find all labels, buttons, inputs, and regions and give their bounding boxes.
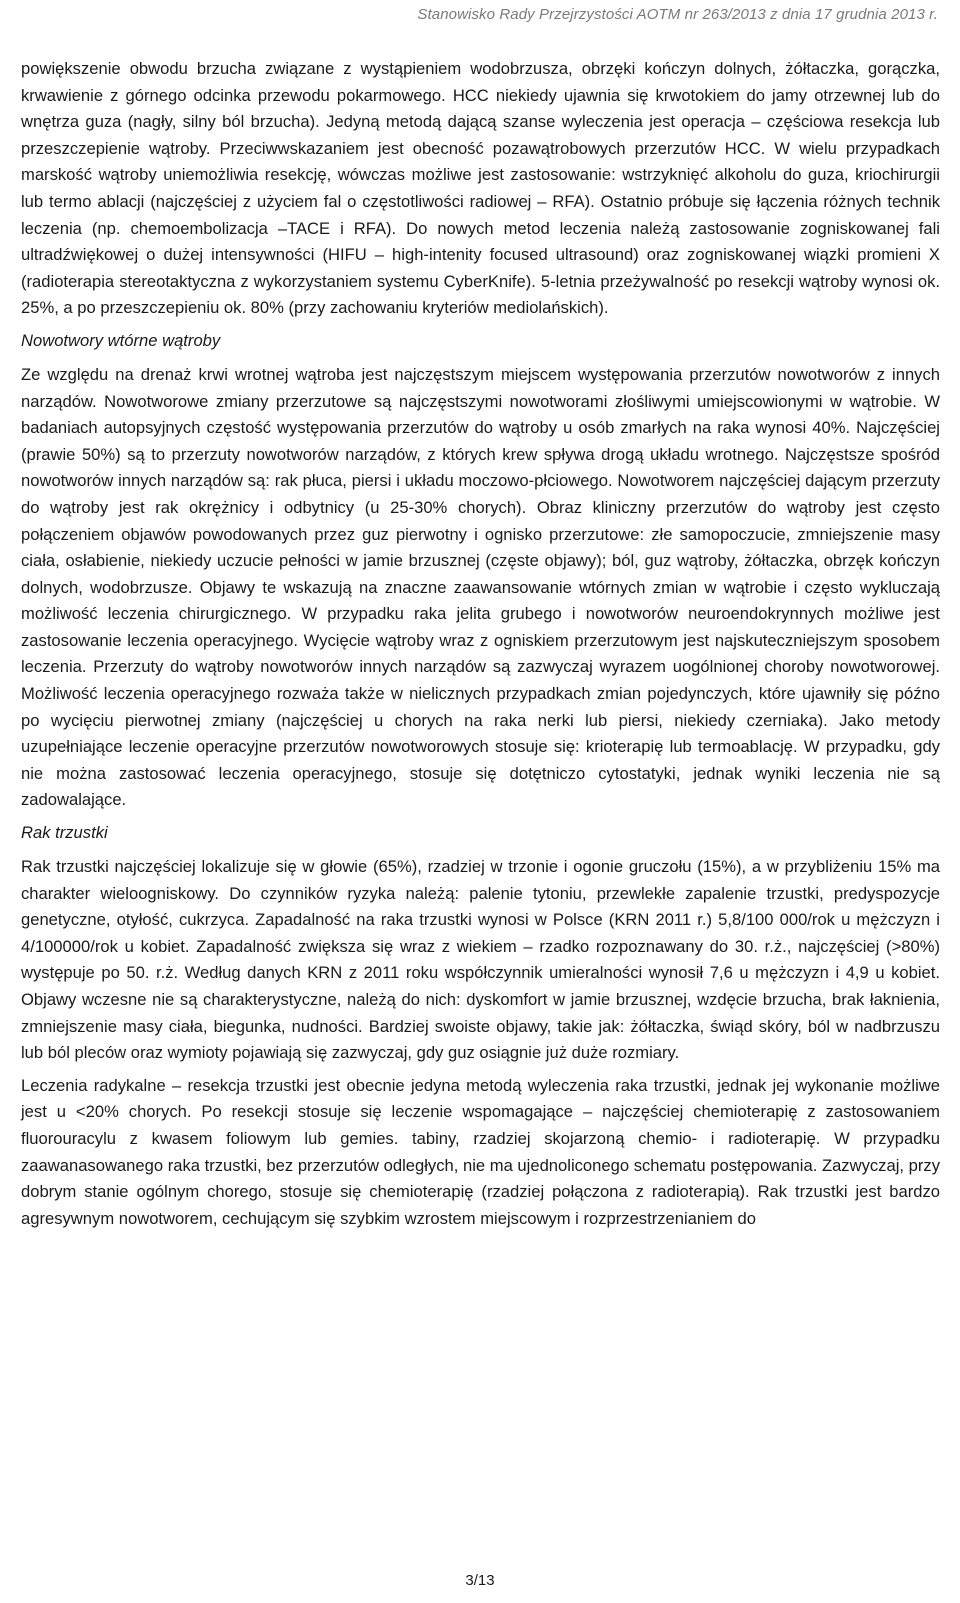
section-heading-secondary-liver-tumors: Nowotwory wtórne wątroby <box>21 330 221 350</box>
paragraph-pancreatic-cancer-treatment: Leczenia radykalne – resekcja trzustki jest obecnie jedyna metodą wyleczenia raka trzustki, jednak jej wykonanie możliwe jest u <20% chorych. Po resekcji stosuje się leczenie wspomagające – najczęściej chemioterapię z zastosowaniem fluorouracylu z kwasem foliowym lub gemies. tabiny, rzadziej skojarzoną chemio- i radioterapię. W przypadku zaawanasowanego raka trzustki, bez przerzutów odległych, nie ma ujednoliconego schematu postępowania. Zazwyczaj, przy dobrym stanie ogólnym chorego, stosuje się chemioterapię (rzadziej połączona z radioterapią). Rak trzustki jest bardzo agresywnym nowotworem, cechującym się szybkim wzrostem miejscowym i rozprzestrzenianiem do <box>21 1075 940 1228</box>
paragraph-secondary-liver-tumors: Ze względu na drenaż krwi wrotnej wątroba jest najczęstszym miejscem występowania przerzutów nowotworów z innych narządów. Nowotworowe zmiany przerzutowe są najczęstszymi nowotworami złośliwymi umiejscowionymi w wątrobie. W badaniach autopsyjnych częstość występowania przerzutów do wątroby u osób zmarłych na raka wynosi 40%. Najczęściej (prawie 50%) są to przerzuty nowotworów narządów, z których krew spływa drogą układu wrotnego. Najczęstsze spośród nowotworów innych narządów są: rak płuca, piersi i układu moczowo-płciowego. Nowotworem najczęściej dającym przerzuty do wątroby jest rak okrężnicy i odbytnicy (u 25-30% chorych). Obraz kliniczny przerzutów do wątroby jest często połączeniem objawów powodowanych przez guz pierwotny i ognisko przerzutowe: złe samopoczucie, zmniejszenie masy ciała, osłabienie, niekiedy uczucie pełności w jamie brzusznej (częste objawy); ból, guz wątroby, żółtaczka, obrzęk kończyn dolnych, wodobrzusze. Objawy te wskazują na znaczne zaawansowanie wtórnych zmian w wątrobie i często wykluczają możliwość leczenia chirurgicznego. W przypadku raka jelita grubego i nowotworów neuroendokrynnych możliwe jest zastosowanie leczenia operacyjnego. Wycięcie wątroby wraz z ogniskiem przerzutowym jest najskuteczniejszym sposobem leczenia. Przerzuty do wątroby nowotworów innych narządów są zazwyczaj wyrazem uogólnionej choroby nowotworowej. Możliwość leczenia operacyjnego rozważa także w nielicznych przypadkach zmian pojedynczych, które ujawniły się późno po wycięciu pierwotnej zmiany (najczęściej u chorych na raka nerki lub piersi, niekiedy czerniaka). Jako metody uzupełniające leczenie operacyjne przerzutów nowotworowych stosuje się: krioterapię lub termoablację. W przypadku, gdy nie można zastosować leczenia operacyjnego, stosuje się dotętniczo cytostatyki, jednak wyniki leczenia nie są zadowalające. <box>21 364 940 810</box>
paragraph-hcc-treatment: powiększenie obwodu brzucha związane z wystąpieniem wodobrzusza, obrzęki kończyn dolnych, żółtaczka, gorączka, krwawienie z górnego odcinka przewodu pokarmowego. HCC niekiedy ujawnia się krwotokiem do jamy otrzewnej lub do wnętrza guza (nagły, silny ból brzucha). Jedyną metodą dającą szanse wyleczenia jest operacja – częściowa resekcja lub przeszczepienie wątroby. Przeciwwskazaniem jest obecność pozawątrobowych przerzutów HCC. W wielu przypadkach marskość wątroby uniemożliwia resekcję, wówczas możliwe jest zastosowanie: wstrzyknięć alkoholu do guza, kriochirurgii lub termo ablacji (najczęściej z użyciem fal o częstotliwości radiowej – RFA). Ostatnio próbuje się łączenia różnych technik leczenia (np. chemoembolizacja –TACE i RFA). Do nowych metod leczenia należą zastosowanie zogniskowanej fali ultradźwiękowej o dużej intensywności (HIFU – high-intenity focused ultrasound) oraz zogniskowanej wiązki promieni X (radioterapia stereotaktyczna z wykorzystaniem systemu CyberKnife). 5-letnia przeżywalność po resekcji wątroby wynosi ok. 25%, a po przeszczepieniu ok. 80% (przy zachowaniu kryteriów mediolańskich). <box>21 59 940 318</box>
page-number: 3/13 <box>465 1572 495 1589</box>
section-heading-pancreatic-cancer: Rak trzustki <box>21 823 108 843</box>
page-header: Stanowisko Rady Przejrzystości AOTM nr 263/2013 z dnia 17 grudnia 2013 r. <box>417 6 938 23</box>
paragraph-pancreatic-cancer-epidemiology: Rak trzustki najczęściej lokalizuje się w głowie (65%), rzadziej w trzonie i ogonie gruczołu (15%), a w przybliżeniu 15% ma charakter wieloogniskowy. Do czynników ryzyka należą: palenie tytoniu, przewlekłe zapalenie trzustki, predyspozycje genetyczne, otyłość, cukrzyca. Zapadalność na raka trzustki wynosi w Polsce (KRN 2011 r.) 5,8/100 000/rok u mężczyzn i 4/100000/rok u kobiet. Zapadalność zwiększa się wraz z wiekiem – rzadko rozpoznawany do 30. r.ż., najczęściej (>80%) występuje po 50. r.ż. Według danych KRN z 2011 roku współczynnik umieralności wynosił 7,6 u mężczyzn i 4,9 u kobiet. Objawy wczesne nie są charakterystyczne, należą do nich: dyskomfort w jamie brzusznej, wzdęcie brzucha, brak łaknienia, zmniejszenie masy ciała, biegunka, nudności. Bardziej swoiste objawy, takie jak: żółtaczka, świąd skóry, ból w nadbrzuszu lub ból pleców oraz wymioty pojawiają się zazwyczaj, gdy guz osiągnie już duże rozmiary. <box>21 857 940 1063</box>
document-body <box>21 56 940 1238</box>
